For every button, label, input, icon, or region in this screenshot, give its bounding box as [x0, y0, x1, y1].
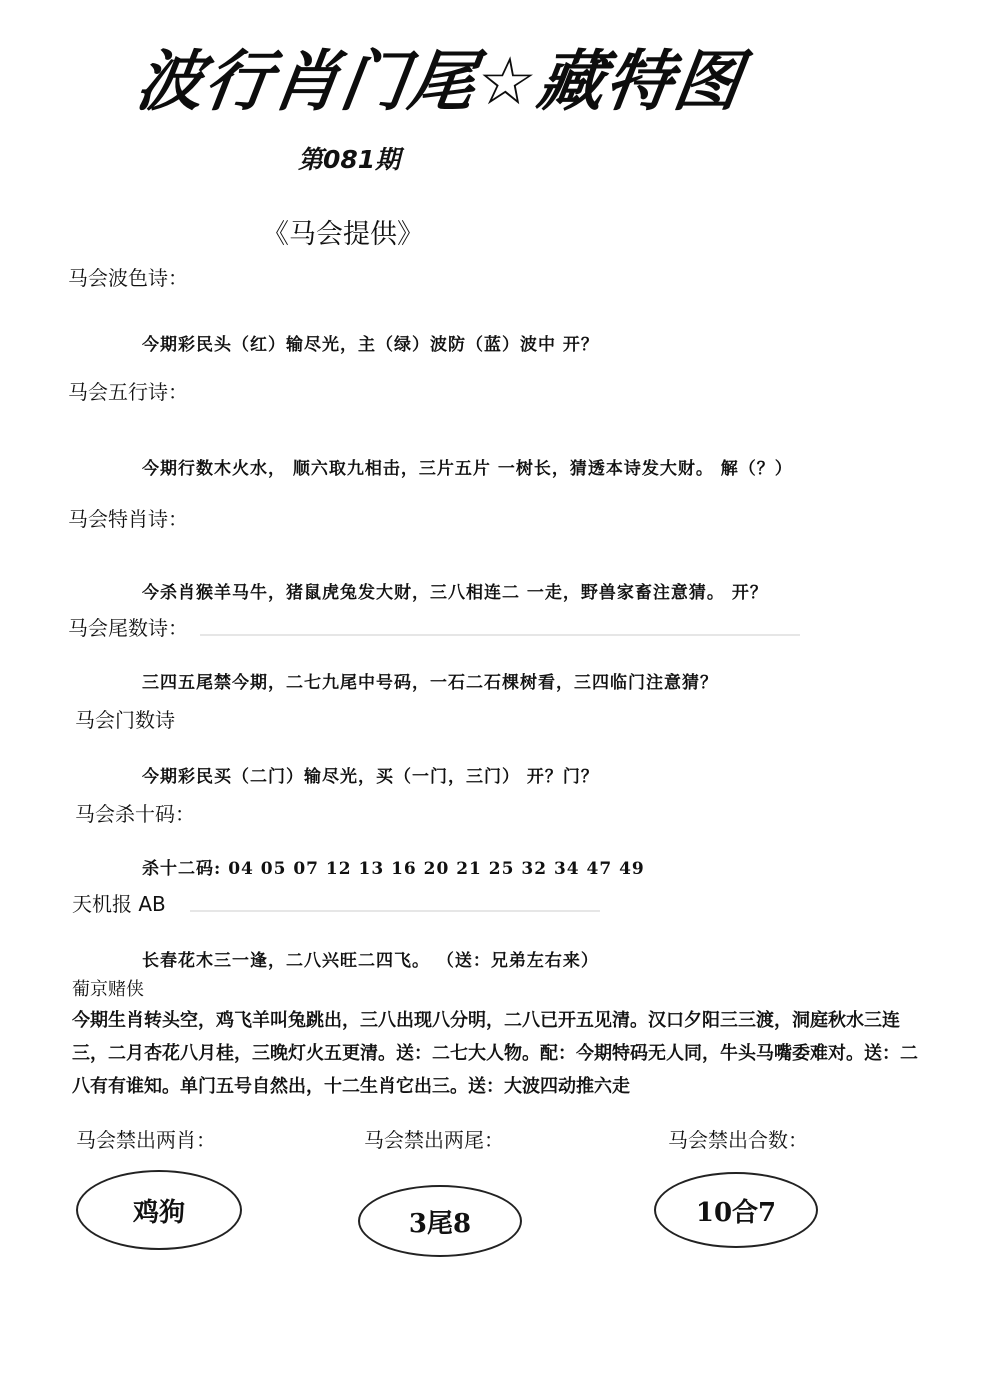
- divider: [200, 634, 800, 636]
- section-heading-special-zodiac: 马会特肖诗：: [68, 507, 188, 531]
- section-heading-five-elements: 马会五行诗：: [68, 380, 188, 404]
- issue-number: 第081期: [298, 145, 401, 174]
- section-heading-wave-color: 马会波色诗：: [68, 266, 188, 290]
- section-heading-tianji: 天机报 AB: [72, 892, 166, 916]
- ban-value-zodiac: 鸡狗: [132, 1197, 185, 1228]
- kill-numbers-list: 杀十二码: 04 05 07 12 13 16 20 21 25 32 34 47 49: [142, 859, 645, 879]
- section-heading-kill-numbers: 马会杀十码：: [75, 802, 195, 826]
- ban-heading-zodiac: 马会禁出两肖：: [76, 1128, 216, 1152]
- provider-label: 《马会提供》: [262, 219, 424, 250]
- ban-value-sum: 10合7: [695, 1197, 777, 1228]
- divider: [190, 910, 600, 912]
- story-heading: 葡京赌侠: [72, 979, 144, 1000]
- poem-special-zodiac: 今杀肖猴羊马牛，猪鼠虎兔发大财，三八相连二 一走，野兽家畜注意猜。 开？: [142, 583, 768, 603]
- ban-heading-sum: 马会禁出合数：: [668, 1128, 808, 1152]
- poem-five-elements: 今期行数木火水， 顺六取九相击，三片五片 一树长，猜透本诗发大财。 解（？）: [142, 459, 793, 479]
- ban-oval-tail: [358, 1185, 522, 1257]
- ban-heading-tail: 马会禁出两尾：: [364, 1128, 504, 1152]
- page-title: 波行肖门尾☆藏特图: [131, 43, 748, 120]
- section-heading-tail-number: 马会尾数诗：: [68, 616, 188, 640]
- poem-tianji: 长春花木三一逢，二八兴旺二四飞。 （送：兄弟左右来）: [142, 951, 599, 971]
- ban-oval-sum: [654, 1172, 818, 1248]
- poem-tail-number: 三四五尾禁今期，二七九尾中号码，一石二石棵树看，三四临门注意猜？: [142, 673, 718, 693]
- poem-wave-color: 今期彩民头（红）输尽光，主（绿）波防（蓝）波中 开？: [142, 335, 599, 355]
- ban-oval-zodiac: [76, 1170, 242, 1250]
- ban-value-tail: 3尾8: [408, 1208, 472, 1239]
- poem-gate-number: 今期彩民买（二门）输尽光，买（一门，三门） 开？门？: [142, 767, 599, 787]
- story-paragraph: 今期生肖转头空，鸡飞羊叫兔跳出，三八出现八分明，二八已开五见清。汉口夕阳三三渡，洞庭秋水三连三，二月杏花八月桂，三晚灯火五更清。送：二七大人物。配：今期特码无人同，牛头马嘴委难对。送：二八有有谁知。单门五号自然出，十二生肖它出三。送：大波四动推六走: [72, 1010, 918, 1097]
- section-heading-gate-number: 马会门数诗: [75, 708, 175, 732]
